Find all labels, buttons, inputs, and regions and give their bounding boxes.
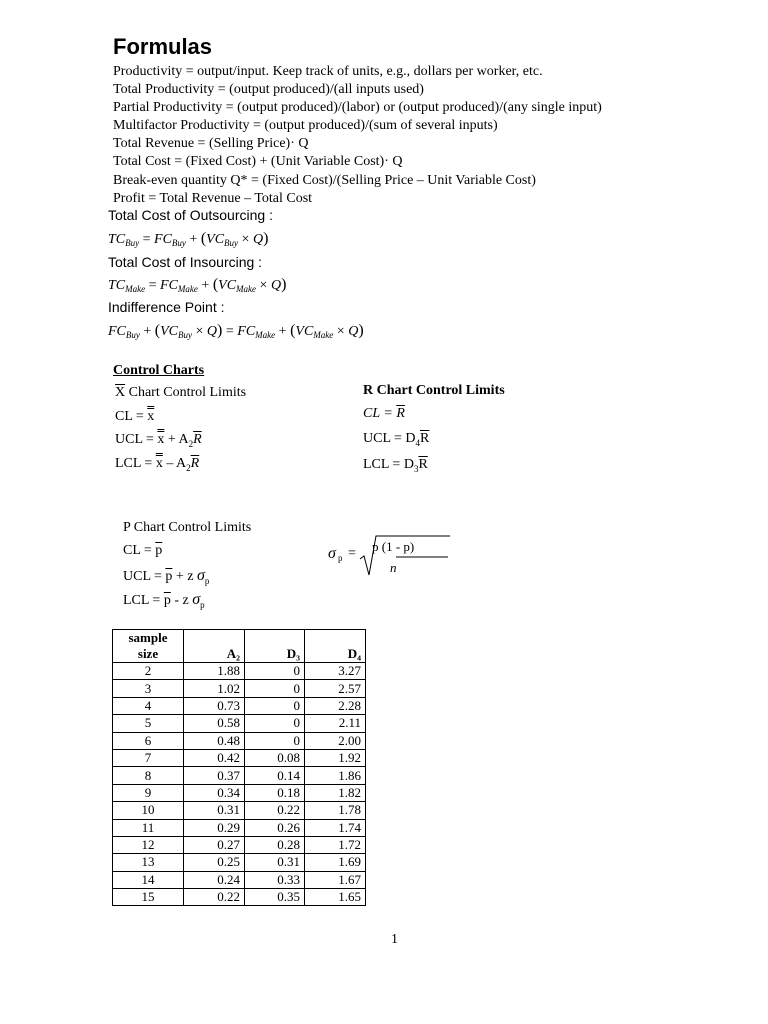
cell-a2: 0.29 bbox=[184, 819, 245, 836]
fc-subscript: Buy bbox=[125, 330, 140, 340]
equals-sign: = bbox=[348, 546, 356, 561]
sigma-numerator bbox=[372, 539, 414, 555]
cell-a2: 0.42 bbox=[184, 749, 245, 766]
ucl-label: UCL = bbox=[123, 569, 166, 584]
cl-label: CL = bbox=[115, 409, 148, 424]
sigma-subscript: p bbox=[200, 599, 205, 610]
rbar-symbol: $\overline{R}$ bbox=[193, 432, 202, 447]
fc-symbol: FC bbox=[154, 232, 172, 247]
vc-subscript: Make bbox=[236, 284, 257, 294]
cell-a2: 0.25 bbox=[184, 854, 245, 871]
page-number: 1 bbox=[391, 932, 398, 947]
ucl-label: UCL = D bbox=[363, 431, 416, 446]
header-d3: D₃ bbox=[245, 630, 305, 663]
page-title: Formulas bbox=[113, 34, 213, 59]
table-header-row bbox=[113, 630, 366, 663]
pbar-symbol: $\overline{p}$ bbox=[163, 593, 171, 608]
cell-sample-size: 2 bbox=[113, 663, 184, 680]
rbar-symbol: $\overline{R}$ bbox=[420, 431, 430, 446]
xbar-title-text: Chart Control Limits bbox=[125, 385, 247, 400]
insourcing-label: Total Cost of Insourcing : bbox=[108, 254, 263, 270]
formula-break-even: Break-even quantity Q* = (Fixed Cost)/(Selling Price – Unit Variable Cost) bbox=[113, 172, 536, 188]
formula-total-productivity: Total Productivity = (output produced)/(all inputs used) bbox=[113, 82, 424, 98]
fc-subscript: Make bbox=[177, 284, 198, 294]
formula-total-cost: Total Cost = (Fixed Cost) + (Unit Variable Cost)· Q bbox=[113, 154, 403, 170]
ucl-label: UCL = bbox=[115, 432, 158, 447]
formula-profit: Profit = Total Revenue – Total Cost bbox=[113, 190, 313, 206]
table-row bbox=[113, 836, 366, 853]
pbar-symbol: $\overline{p}$ bbox=[155, 543, 163, 558]
vc-subscript: Buy bbox=[178, 330, 193, 340]
fc-symbol: FC bbox=[108, 324, 126, 339]
cell-a2: 0.22 bbox=[184, 889, 245, 906]
rbar-symbol: $\overline{R}$ bbox=[396, 406, 405, 421]
cell-a2: 1.02 bbox=[184, 680, 245, 697]
r-chart-lcl bbox=[363, 457, 428, 474]
header-d4: D₄ bbox=[305, 630, 366, 663]
cell-d3: 0.08 bbox=[245, 749, 305, 766]
vc-symbol: VC bbox=[206, 232, 225, 247]
lcl-label: LCL = D bbox=[363, 457, 414, 472]
formula-partial-productivity: Partial Productivity = (output produced)/(labor) or (output produced)/(any single input) bbox=[113, 100, 602, 116]
cell-d4: 3.27 bbox=[305, 663, 366, 680]
cell-d4: 1.65 bbox=[305, 889, 366, 906]
outsourcing-label: Total Cost of Outsourcing : bbox=[108, 207, 273, 223]
xbarbar-symbol: x bbox=[157, 432, 165, 447]
cell-a2: 0.34 bbox=[184, 784, 245, 801]
cell-a2: 1.88 bbox=[184, 663, 245, 680]
cell-sample-size: 12 bbox=[113, 836, 184, 853]
fc-subscript: Buy bbox=[171, 238, 186, 248]
sigma-symbol: σ bbox=[328, 545, 336, 562]
p-chart-ucl bbox=[123, 567, 209, 586]
cell-d3: 0 bbox=[245, 732, 305, 749]
vc-subscript: Make bbox=[313, 330, 334, 340]
formula-multifactor-productivity: Multifactor Productivity = (output produced)/(sum of several inputs) bbox=[113, 118, 498, 134]
cell-d3: 0.26 bbox=[245, 819, 305, 836]
xbar-symbol: $\overline{X}$ bbox=[115, 385, 126, 400]
d3-subscript: 3 bbox=[413, 463, 419, 474]
table-row bbox=[113, 697, 366, 714]
cell-d4: 1.69 bbox=[305, 854, 366, 871]
cell-a2: 0.31 bbox=[184, 802, 245, 819]
cell-sample-size: 9 bbox=[113, 784, 184, 801]
p-chart-lcl bbox=[123, 591, 205, 610]
cell-d4: 2.00 bbox=[305, 732, 366, 749]
fc-symbol: FC bbox=[160, 278, 178, 293]
cell-d4: 1.92 bbox=[305, 749, 366, 766]
rbar-symbol: $\overline{R}$ bbox=[418, 457, 428, 472]
table-row bbox=[113, 889, 366, 906]
cell-d3: 0 bbox=[245, 715, 305, 732]
fc-symbol: FC bbox=[237, 324, 256, 339]
a-subscript: 2 bbox=[188, 438, 194, 449]
table-row bbox=[113, 819, 366, 836]
fc-subscript: Make bbox=[255, 330, 276, 340]
q-symbol: Q bbox=[348, 324, 359, 339]
table-row bbox=[113, 871, 366, 888]
cell-sample-size: 3 bbox=[113, 680, 184, 697]
xbar-chart-title bbox=[115, 385, 246, 401]
cell-sample-size: 7 bbox=[113, 749, 184, 766]
cell-d3: 0.22 bbox=[245, 802, 305, 819]
r-chart-cl bbox=[363, 406, 405, 422]
cell-d4: 1.72 bbox=[305, 836, 366, 853]
r-chart-title: R Chart Control Limits bbox=[363, 383, 505, 398]
lcl-label: LCL = bbox=[115, 456, 156, 471]
table-row bbox=[113, 715, 366, 732]
p-chart-title: P Chart Control Limits bbox=[123, 520, 252, 535]
table-row bbox=[113, 663, 366, 680]
cell-d4: 1.82 bbox=[305, 784, 366, 801]
insourcing-equation: $TC_{Make} = FC_{Make} + (VC_{Make} \times Q)$ bbox=[108, 276, 287, 294]
cell-a2: 0.73 bbox=[184, 697, 245, 714]
table-row bbox=[113, 802, 366, 819]
cell-sample-size: 6 bbox=[113, 732, 184, 749]
sigma-numerator-text: p (1 - p) bbox=[372, 539, 415, 554]
cl-label: CL = bbox=[363, 406, 397, 421]
cell-d3: 0 bbox=[245, 663, 305, 680]
cell-d3: 0 bbox=[245, 680, 305, 697]
sigma-symbol: σ bbox=[197, 567, 205, 584]
sigma-subscript: p bbox=[204, 575, 210, 586]
table-body bbox=[113, 663, 366, 906]
z-symbol: - z bbox=[170, 593, 193, 608]
indifference-label: Indifference Point : bbox=[108, 299, 225, 315]
cell-a2: 0.58 bbox=[184, 715, 245, 732]
cl-label: CL = bbox=[123, 543, 156, 558]
xbar-cl bbox=[115, 409, 154, 425]
q-symbol: Q bbox=[252, 232, 264, 247]
cell-d3: 0.31 bbox=[245, 854, 305, 871]
cell-sample-size: 4 bbox=[113, 697, 184, 714]
cell-a2: 0.27 bbox=[184, 836, 245, 853]
cell-d3: 0.35 bbox=[245, 889, 305, 906]
cell-sample-size: 10 bbox=[113, 802, 184, 819]
a-symbol: + A bbox=[164, 432, 189, 447]
rbar-symbol: $\overline{R}$ bbox=[190, 456, 200, 471]
cell-sample-size: 15 bbox=[113, 889, 184, 906]
sigma-subscript: p bbox=[338, 553, 343, 563]
q-symbol: Q bbox=[270, 278, 282, 293]
cell-d4: 1.67 bbox=[305, 871, 366, 888]
vc-symbol: VC bbox=[218, 278, 237, 293]
outsourcing-equation: $TC_{Buy} = FC_{Buy} + (VC_{Buy} \times Q)$ bbox=[108, 230, 269, 248]
xbar-ucl bbox=[115, 432, 202, 449]
tc-subscript: Buy bbox=[125, 238, 140, 248]
z-symbol: + z bbox=[172, 569, 197, 584]
header-sample-size: sample size bbox=[113, 630, 184, 663]
a-subscript: 2 bbox=[186, 462, 191, 473]
cell-sample-size: 5 bbox=[113, 715, 184, 732]
xbarbar-symbol: x bbox=[147, 409, 155, 424]
lcl-label: LCL = bbox=[123, 593, 164, 608]
cell-a2: 0.37 bbox=[184, 767, 245, 784]
cell-d4: 2.57 bbox=[305, 680, 366, 697]
cell-d3: 0.14 bbox=[245, 767, 305, 784]
formula-list bbox=[113, 63, 602, 208]
cell-sample-size: 8 bbox=[113, 767, 184, 784]
xbarbar-symbol: x bbox=[155, 456, 163, 471]
cell-d3: 0.28 bbox=[245, 836, 305, 853]
header-a2: A₂ bbox=[184, 630, 245, 663]
pbar-symbol: $\overline{p}$ bbox=[165, 569, 173, 584]
d4-subscript: 4 bbox=[415, 437, 420, 448]
cell-a2: 0.48 bbox=[184, 732, 245, 749]
cell-sample-size: 14 bbox=[113, 871, 184, 888]
formula-productivity: Productivity = output/input. Keep track of units, e.g., dollars per worker, etc. bbox=[113, 64, 543, 79]
vc-symbol: VC bbox=[160, 324, 179, 339]
cell-d4: 1.74 bbox=[305, 819, 366, 836]
cell-d4: 1.86 bbox=[305, 767, 366, 784]
cell-d3: 0.18 bbox=[245, 784, 305, 801]
sigma-symbol: σ bbox=[192, 591, 201, 608]
cell-a2: 0.24 bbox=[184, 871, 245, 888]
r-chart-ucl bbox=[363, 431, 429, 448]
vc-symbol: VC bbox=[295, 324, 314, 339]
tc-symbol: TC bbox=[108, 232, 126, 247]
cell-sample-size: 13 bbox=[113, 854, 184, 871]
a-symbol: – A bbox=[162, 456, 187, 471]
vc-subscript: Buy bbox=[224, 238, 239, 248]
control-charts-heading: Control Charts bbox=[113, 363, 205, 378]
indifference-equation: $FC_{Buy} + (VC_{Buy} \times Q) = FC_{Make} + (VC_{Make} \times Q)$ bbox=[108, 322, 364, 340]
n-symbol: n bbox=[390, 560, 397, 575]
xbar-lcl bbox=[115, 456, 199, 473]
table-row bbox=[113, 749, 366, 766]
cell-d4: 2.11 bbox=[305, 715, 366, 732]
control-chart-constants-table bbox=[112, 629, 366, 906]
tc-subscript: Make bbox=[125, 284, 146, 294]
table-row bbox=[113, 732, 366, 749]
tc-symbol: TC bbox=[108, 278, 126, 293]
table-row bbox=[113, 767, 366, 784]
table-row bbox=[113, 680, 366, 697]
cell-d3: 0.33 bbox=[245, 871, 305, 888]
cell-sample-size: 11 bbox=[113, 819, 184, 836]
formula-total-revenue: Total Revenue = (Selling Price)· Q bbox=[113, 136, 309, 152]
cell-d4: 2.28 bbox=[305, 697, 366, 714]
table-row bbox=[113, 854, 366, 871]
q-symbol: Q bbox=[206, 324, 218, 339]
p-chart-cl bbox=[123, 543, 162, 559]
table-row bbox=[113, 784, 366, 801]
cell-d3: 0 bbox=[245, 697, 305, 714]
cell-d4: 1.78 bbox=[305, 802, 366, 819]
